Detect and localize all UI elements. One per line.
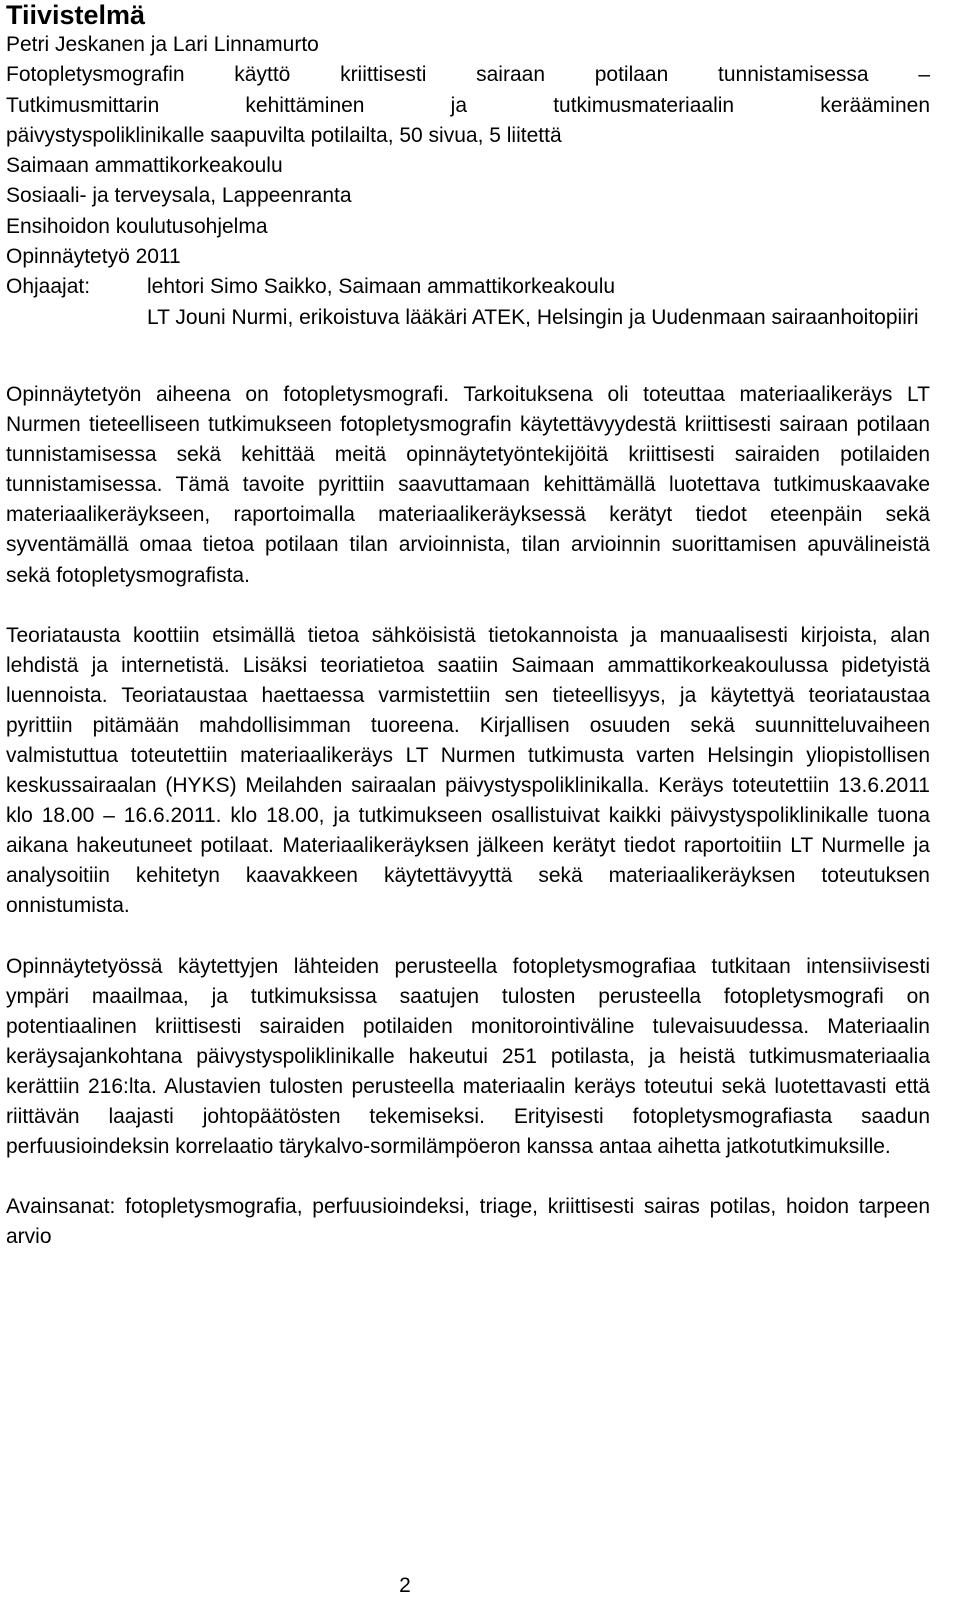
supervisors-list bbox=[147, 272, 930, 333]
document-page bbox=[6, 0, 930, 1252]
page-title: Tiivistelmä bbox=[6, 0, 146, 30]
keywords: Avainsanat: fotopletysmografia, perfuusioindeksi, triage, kriittisesti sairas potilas, hoidon tarpeen arvio bbox=[6, 1195, 930, 1249]
supervisor-2: LT Jouni Nurmi, erikoistuva lääkäri ATEK, Helsingin ja Uudenmaan sairaanhoitopiiri bbox=[147, 305, 919, 329]
degree-programme: Ensihoidon koulutusohjelma bbox=[6, 214, 268, 238]
thesis-title-line-2: Tutkimusmittarin kehittäminen ja tutkimusmateriaalin kerääminen bbox=[6, 93, 930, 117]
abstract-paragraph-1: Opinnäytetyön aiheena on fotopletysmografi. Tarkoituksena oli toteuttaa materiaalikeräys LT Nurmen tieteelliseen tutkimukseen fotopletysmografin käytettävyydestä kriittisesti sairaan potilaan tunnistamisessa sekä kehittää meitä opinnäytetyöntekijöitä kriittisesti sairaiden potilaiden tunnistamisessa. Tämä tavoite pyrittiin saavuttamaan kehittämällä luotettava tutkimuskaavake materiaalikeräykseen, raportoimalla materiaalikeräyksessä kerätyt tiedot eteenpäin sekä syventämällä omaa tietoa potilaan tilan arvioinnista, tilan arvioinnin suorittamisen apuvälineistä sekä fotopletysmografista. bbox=[6, 382, 930, 587]
supervisors-label: Ohjaajat: bbox=[6, 275, 91, 299]
authors: Petri Jeskanen ja Lari Linnamurto bbox=[6, 33, 319, 56]
thesis-title-line-3: päivystyspoliklinikalle saapuvilta potilailta, 50 sivua, 5 liitettä bbox=[6, 123, 562, 147]
abstract-paragraph-2: Teoriatausta koottiin etsimällä tietoa sähköisistä tietokannoista ja manuaalisesti kirjoista, alan lehdistä ja internetistä. Lisäksi teoriatietoa saatiin Saimaan ammattikorkeakoulussa pidetyistä luennoista. Teoriataustaa haettaessa varmistettiin sen tieteellisyys, ja käytettyä teoriataustaa pyrittiin pitämään mahdollisimman tuoreena. Kirjallisen osuuden sekä suunnitteluvaiheen valmistuttua toteutettiin materiaalikeräys LT Nurmen tutkimusta varten Helsingin yliopistollisen keskussairaalan (HYKS) Meilahden sairaalan päivystyspoliklinikalla. Keräys toteutettiin 13.6.2011 klo 18.00 – 16.6.2011. klo 18.00, ja tutkimukseen osallistuivat kaikki päivystyspoliklinikalle tuona aikana hakeutuneet potilaat. Materiaalikeräyksen jälkeen kerätyt tiedot raportoitiin LT Nurmelle ja analysoitiin kehitetyn kaavakkeen käytettävyyttä sekä materiaalikeräyksen toteutuksen onnistumista. bbox=[6, 623, 930, 918]
supervisor-1: lehtori Simo Saikko, Saimaan ammattikorkeakoulu bbox=[147, 275, 616, 299]
thesis-year: Opinnäytetyö 2011 bbox=[6, 245, 181, 269]
thesis-title-line-1: Fotopletysmografin käyttö kriittisesti sairaan potilaan tunnistamisessa – bbox=[6, 63, 930, 87]
supervisors bbox=[6, 272, 930, 333]
thesis-metadata bbox=[6, 30, 930, 333]
page-number: 2 bbox=[399, 1574, 411, 1597]
faculty: Sosiaali- ja terveysala, Lappeenranta bbox=[6, 184, 352, 208]
school: Saimaan ammattikorkeakoulu bbox=[6, 154, 283, 178]
abstract-paragraph-3: Opinnäytetyössä käytettyjen lähteiden perusteella fotopletysmografiaa tutkitaan intensiivisesti ympäri maailmaa, ja tutkimuksissa saatujen tulosten perusteella fotopletysmografi on potentiaalinen kriittisesti sairaiden potilaiden monitorointiväline tulevaisuudessa. Materiaalin keräysajankohtana päivystyspoliklinikalle hakeutui 251 potilasta, ja heistä tutkimusmateriaalia kerättiin 216:lta. Alustavien tulosten perusteella materiaalin keräys toteutui sekä luotettavasti että riittävän laajasti johtopäätösten tekemiseksi. Erityisesti fotopletysmografiasta saadun perfuusioindeksin korrelaatio tärykalvo-sormilämpöeron kanssa antaa aihetta jatkotutkimuksille. bbox=[6, 954, 930, 1159]
